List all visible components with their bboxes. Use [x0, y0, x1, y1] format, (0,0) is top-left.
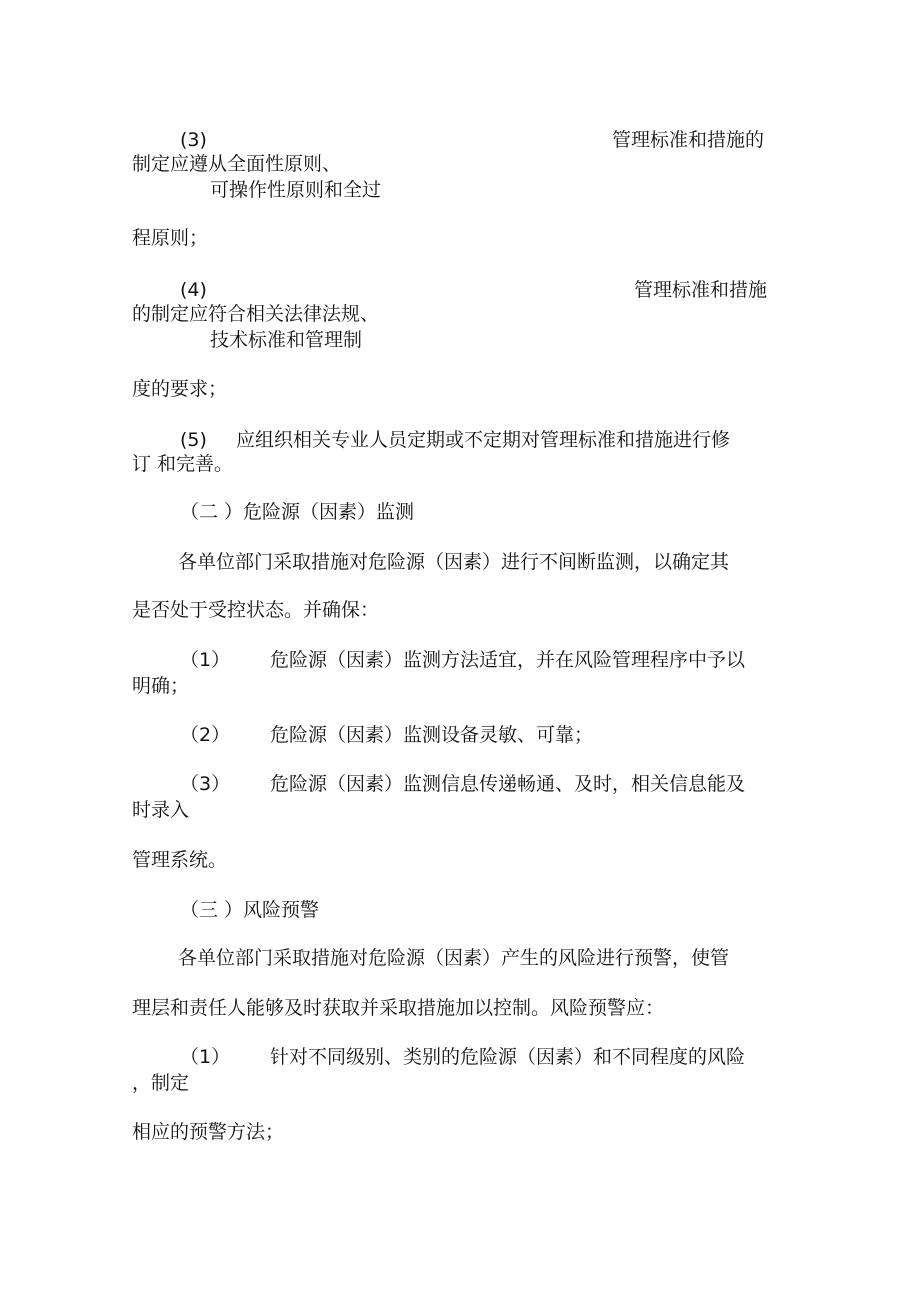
item-5-text: 应组织相关专业人员定期或不定期对管理标准和措施进行修 — [236, 429, 731, 451]
item-3-line4: 程原则； — [132, 227, 209, 249]
item-5-number: (5) — [180, 429, 207, 451]
section-2-item-1-number: （1） — [180, 649, 231, 671]
item-4-line4: 度的要求； — [132, 378, 228, 400]
item-4-number: (4) — [180, 279, 207, 301]
item-4-text-right: 管理标准和措施 — [634, 279, 768, 301]
item-3-text-right: 管理标准和措施的 — [612, 129, 765, 151]
section-2-item-3-text: 危险源（因素）监测信息传递畅通、及时，相关信息能及 — [270, 773, 746, 795]
section-3-intro-line1: 各单位部门采取措施对危险源（因素）产生的风险进行预警，使管 — [178, 947, 730, 969]
item-3-line2: 制定应遵从全面性原则、 — [132, 153, 342, 175]
item-3-number: (3) — [180, 129, 207, 151]
section-2-item-1-cont: 明确； — [132, 675, 190, 697]
section-3-item-1-text: 针对不同级别、类别的危险源（因素）和不同程度的风险 — [270, 1046, 746, 1068]
section-2-item-3-cont2: 管理系统。 — [132, 849, 228, 871]
section-3-intro-line2: 理层和责任人能够及时获取并采取措施加以控制。风险预警应： — [132, 997, 665, 1019]
section-2-heading: （二 ）危险源（因素）监测 — [180, 501, 415, 523]
item-4-line3: 技术标准和管理制 — [210, 329, 363, 351]
section-2-item-3-cont: 时录入 — [132, 799, 190, 821]
section-3-item-1-cont2: 相应的预警方法； — [132, 1121, 285, 1143]
section-2-intro-line1: 各单位部门采取措施对危险源（因素）进行不间断监测，以确定其 — [178, 551, 730, 573]
item-5-line2: 订 和完善。 — [132, 453, 234, 475]
section-2-intro-line2: 是否处于受控状态。并确保： — [132, 599, 380, 621]
section-3-heading: （三 ）风险预警 — [180, 899, 320, 921]
section-2-item-3-number: （3） — [180, 773, 231, 795]
item-4-line2: 的制定应符合相关法律法规、 — [132, 303, 380, 325]
section-2-item-2-text: 危险源（因素）监测设备灵敏、可靠； — [270, 724, 594, 746]
section-2-item-1-text: 危险源（因素）监测方法适宜，并在风险管理程序中予以 — [270, 649, 746, 671]
section-2-item-2-number: （2） — [180, 724, 231, 746]
item-3-line3: 可操作性原则和全过 — [210, 179, 382, 201]
section-3-item-1-number: （1） — [180, 1046, 231, 1068]
section-3-item-1-cont: ，制定 — [132, 1072, 190, 1094]
